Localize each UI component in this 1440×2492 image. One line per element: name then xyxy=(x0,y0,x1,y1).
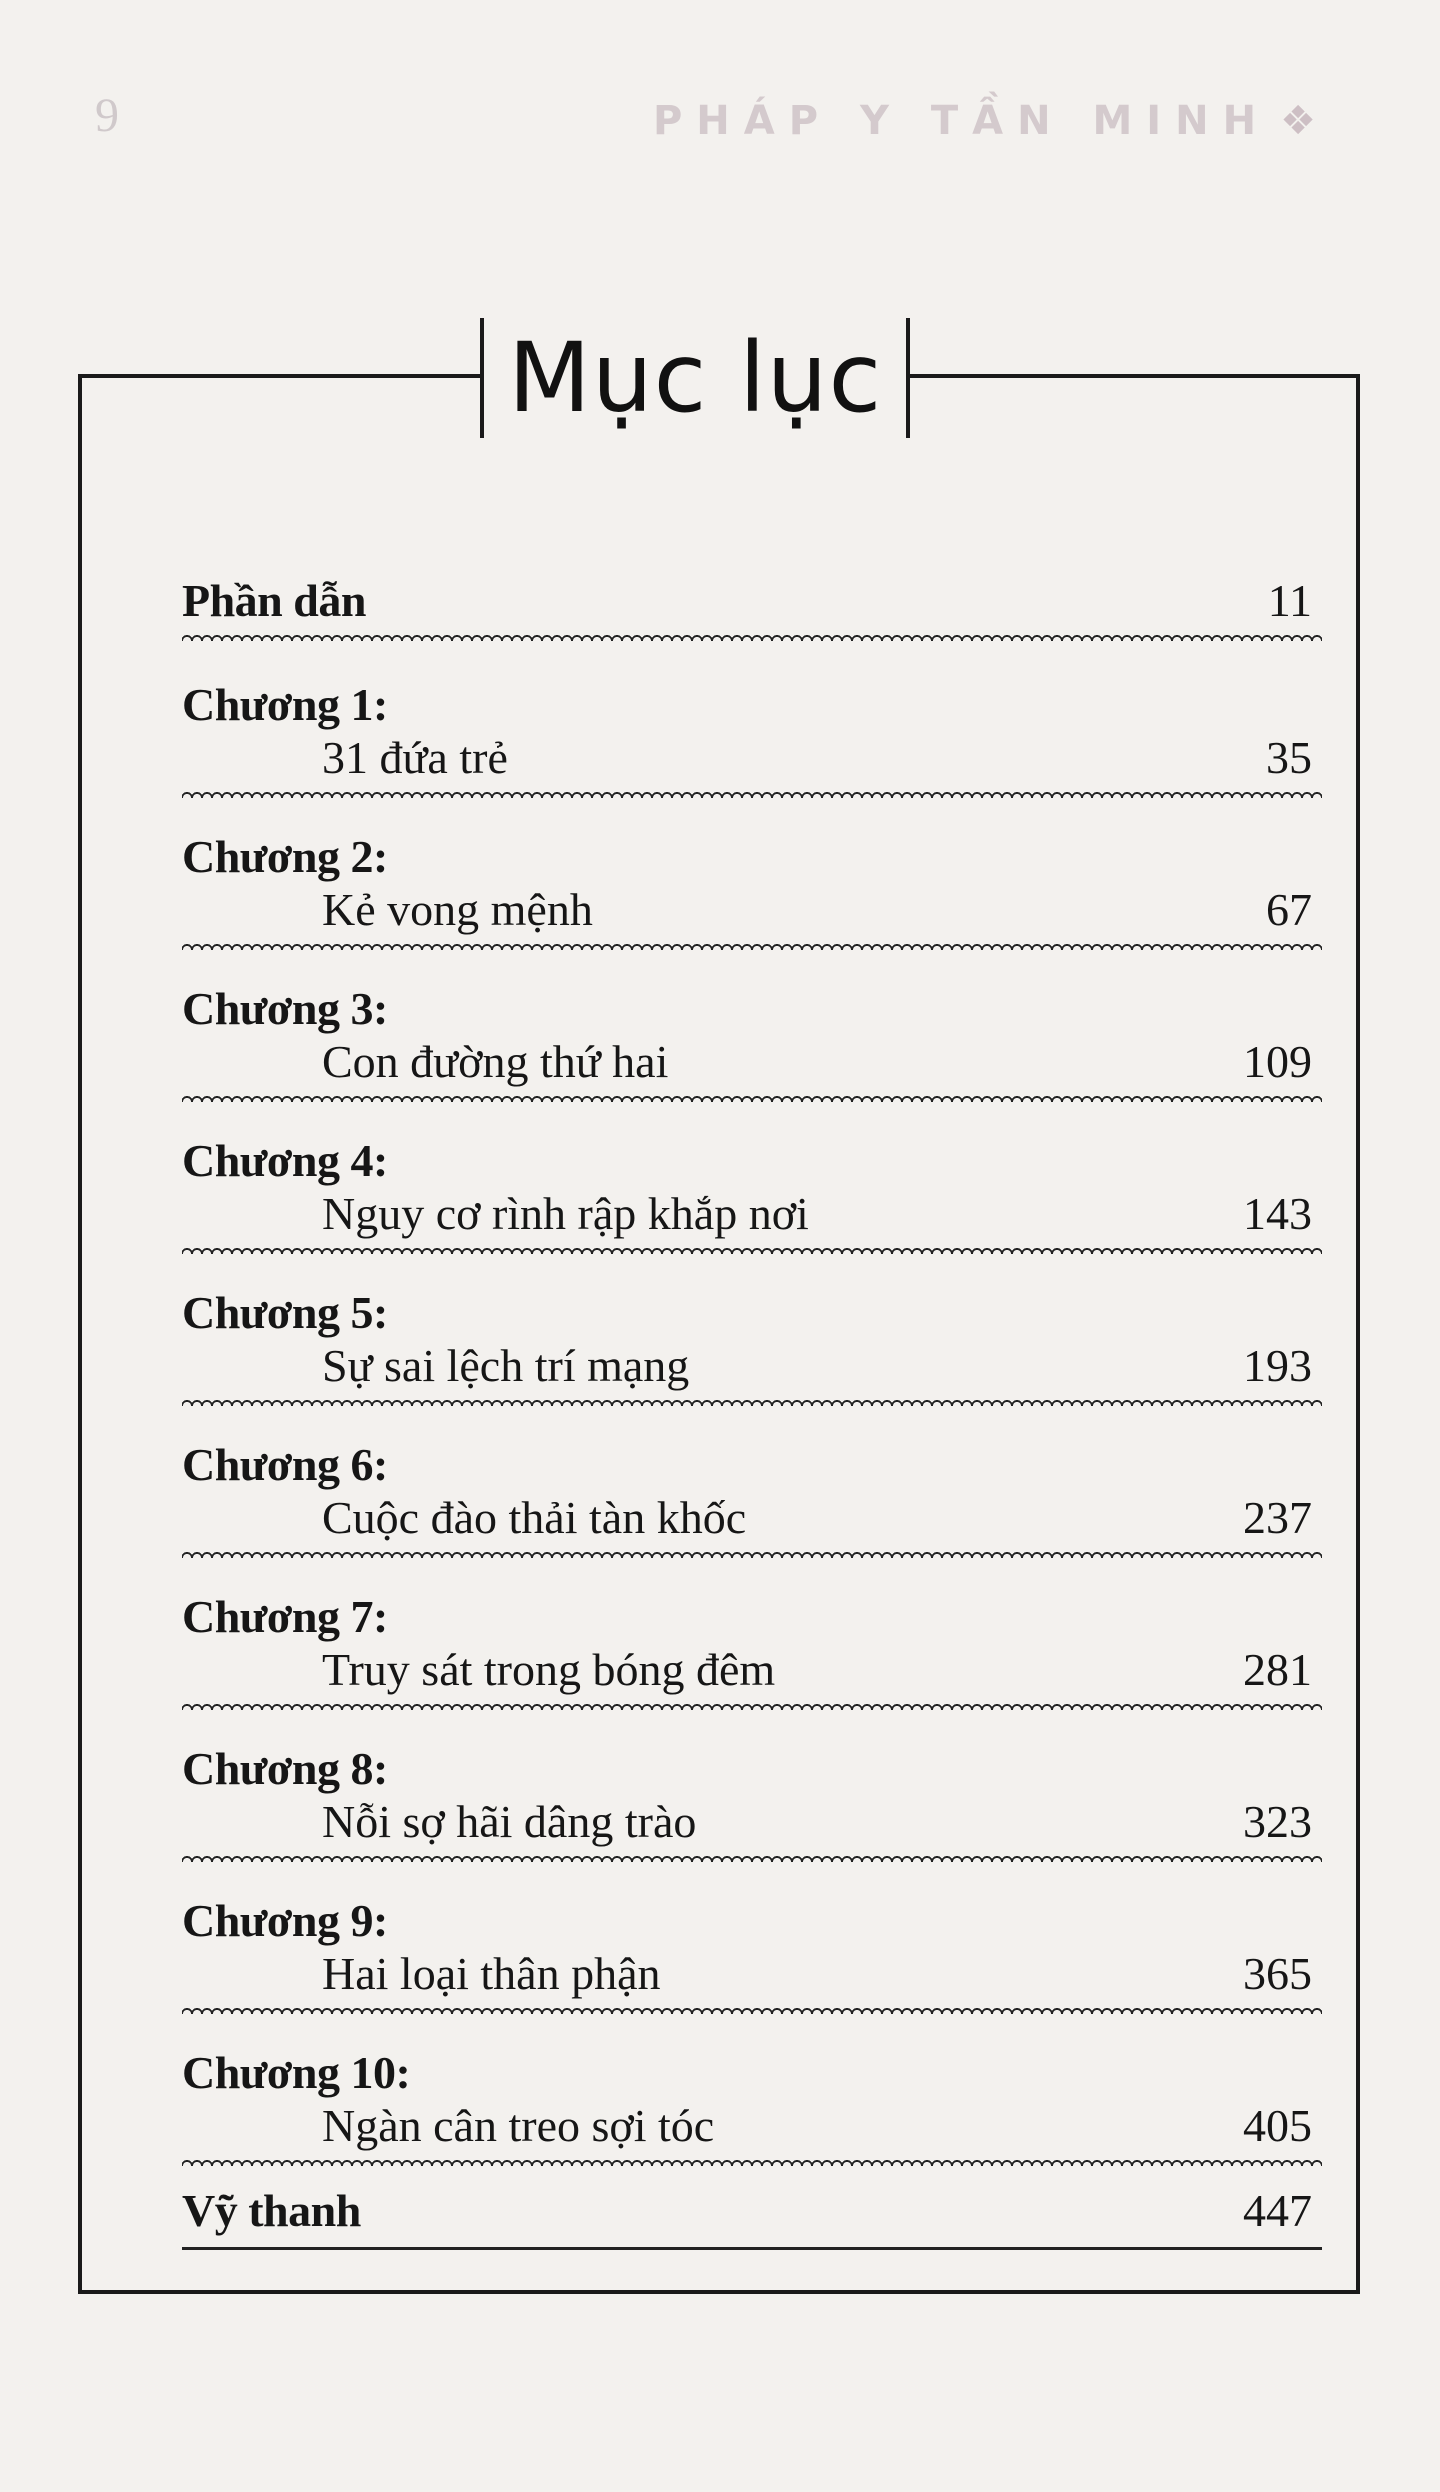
wavy-divider xyxy=(182,2004,1322,2014)
toc-entry-title: Ngàn cân treo sợi tóc xyxy=(322,2100,715,2151)
toc-entry-page: 405 xyxy=(1243,2100,1312,2151)
toc-entry-chapter-2 xyxy=(182,830,1322,950)
toc-entry-title: Nguy cơ rình rập khắp nơi xyxy=(322,1188,809,1239)
divider-line xyxy=(182,2247,1322,2250)
toc-entry-chapter-9 xyxy=(182,1894,1322,2014)
toc-entry-label: Chương 9: xyxy=(182,1895,388,1946)
toc-entry-label: Vỹ thanh xyxy=(182,2185,361,2236)
toc-entry-chapter-3 xyxy=(182,982,1322,1102)
toc-entry-page: 365 xyxy=(1243,1948,1312,1999)
running-title xyxy=(653,98,1330,144)
toc-entry-page: 67 xyxy=(1266,884,1312,935)
toc-heading xyxy=(480,318,910,438)
page-header xyxy=(0,88,1440,168)
toc-entry-label: Chương 3: xyxy=(182,983,388,1034)
toc-entry-label: Chương 7: xyxy=(182,1591,388,1642)
wavy-divider xyxy=(182,1092,1322,1102)
wavy-divider xyxy=(182,631,1322,641)
toc-entry-chapter-6 xyxy=(182,1438,1322,1558)
toc-entry-label: Chương 4: xyxy=(182,1135,388,1186)
toc-entry-chapter-7 xyxy=(182,1590,1322,1710)
toc-entry-label: Chương 10: xyxy=(182,2047,411,2098)
toc-entry-page: 35 xyxy=(1266,732,1312,783)
wavy-divider xyxy=(182,2156,1322,2166)
ornament-icon: ❖ xyxy=(1280,98,1330,144)
toc-entry-label: Chương 6: xyxy=(182,1439,388,1490)
page-number: 9 xyxy=(95,89,119,142)
wavy-divider xyxy=(182,1244,1322,1254)
toc-entry-page: 281 xyxy=(1243,1644,1312,1695)
toc-entry-title: Hai loại thân phận xyxy=(322,1948,661,1999)
toc-entry-chapter-10 xyxy=(182,2046,1322,2166)
toc-entry-epilogue xyxy=(182,2184,1322,2250)
toc-entry-title: 31 đứa trẻ xyxy=(322,732,508,783)
wavy-divider xyxy=(182,1548,1322,1558)
wavy-divider xyxy=(182,788,1322,798)
toc-entry-chapter-8 xyxy=(182,1742,1322,1862)
toc-entry-title: Sự sai lệch trí mạng xyxy=(322,1340,690,1391)
toc-entry-title: Cuộc đào thải tàn khốc xyxy=(322,1492,747,1543)
toc-entry-chapter-4 xyxy=(182,1134,1322,1254)
toc-entry-chapter-1 xyxy=(182,678,1322,798)
toc-entry-page: 237 xyxy=(1243,1492,1312,1543)
wavy-divider xyxy=(182,1396,1322,1406)
toc-entry-label: Chương 8: xyxy=(182,1743,388,1794)
running-title-text: PHÁP Y TẦN MINH xyxy=(652,98,1271,144)
toc-entry-page: 11 xyxy=(1267,575,1312,626)
toc-entry-title: Con đường thứ hai xyxy=(322,1036,669,1087)
toc-entry-label: Chương 5: xyxy=(182,1287,388,1338)
toc-box xyxy=(78,374,1360,2294)
toc-entry-title: Nỗi sợ hãi dâng trào xyxy=(322,1796,697,1847)
toc-entry-page: 447 xyxy=(1243,2185,1312,2236)
wavy-divider xyxy=(182,940,1322,950)
wavy-divider xyxy=(182,1700,1322,1710)
toc-entry-page: 193 xyxy=(1243,1340,1312,1391)
toc-entry-page: 323 xyxy=(1243,1796,1312,1847)
toc-entry-label: Phần dẫn xyxy=(182,575,366,626)
toc-entry-title: Truy sát trong bóng đêm xyxy=(322,1644,776,1695)
toc-entry-label: Chương 2: xyxy=(182,831,388,882)
toc-title: Mục lục xyxy=(508,322,883,434)
toc-entry-intro xyxy=(182,574,1322,641)
toc-entry-title: Kẻ vong mệnh xyxy=(322,884,593,935)
toc-entry-page: 143 xyxy=(1243,1188,1312,1239)
toc-entry-page: 109 xyxy=(1243,1036,1312,1087)
toc-entry-label: Chương 1: xyxy=(182,679,388,730)
toc-entry-chapter-5 xyxy=(182,1286,1322,1406)
wavy-divider xyxy=(182,1852,1322,1862)
